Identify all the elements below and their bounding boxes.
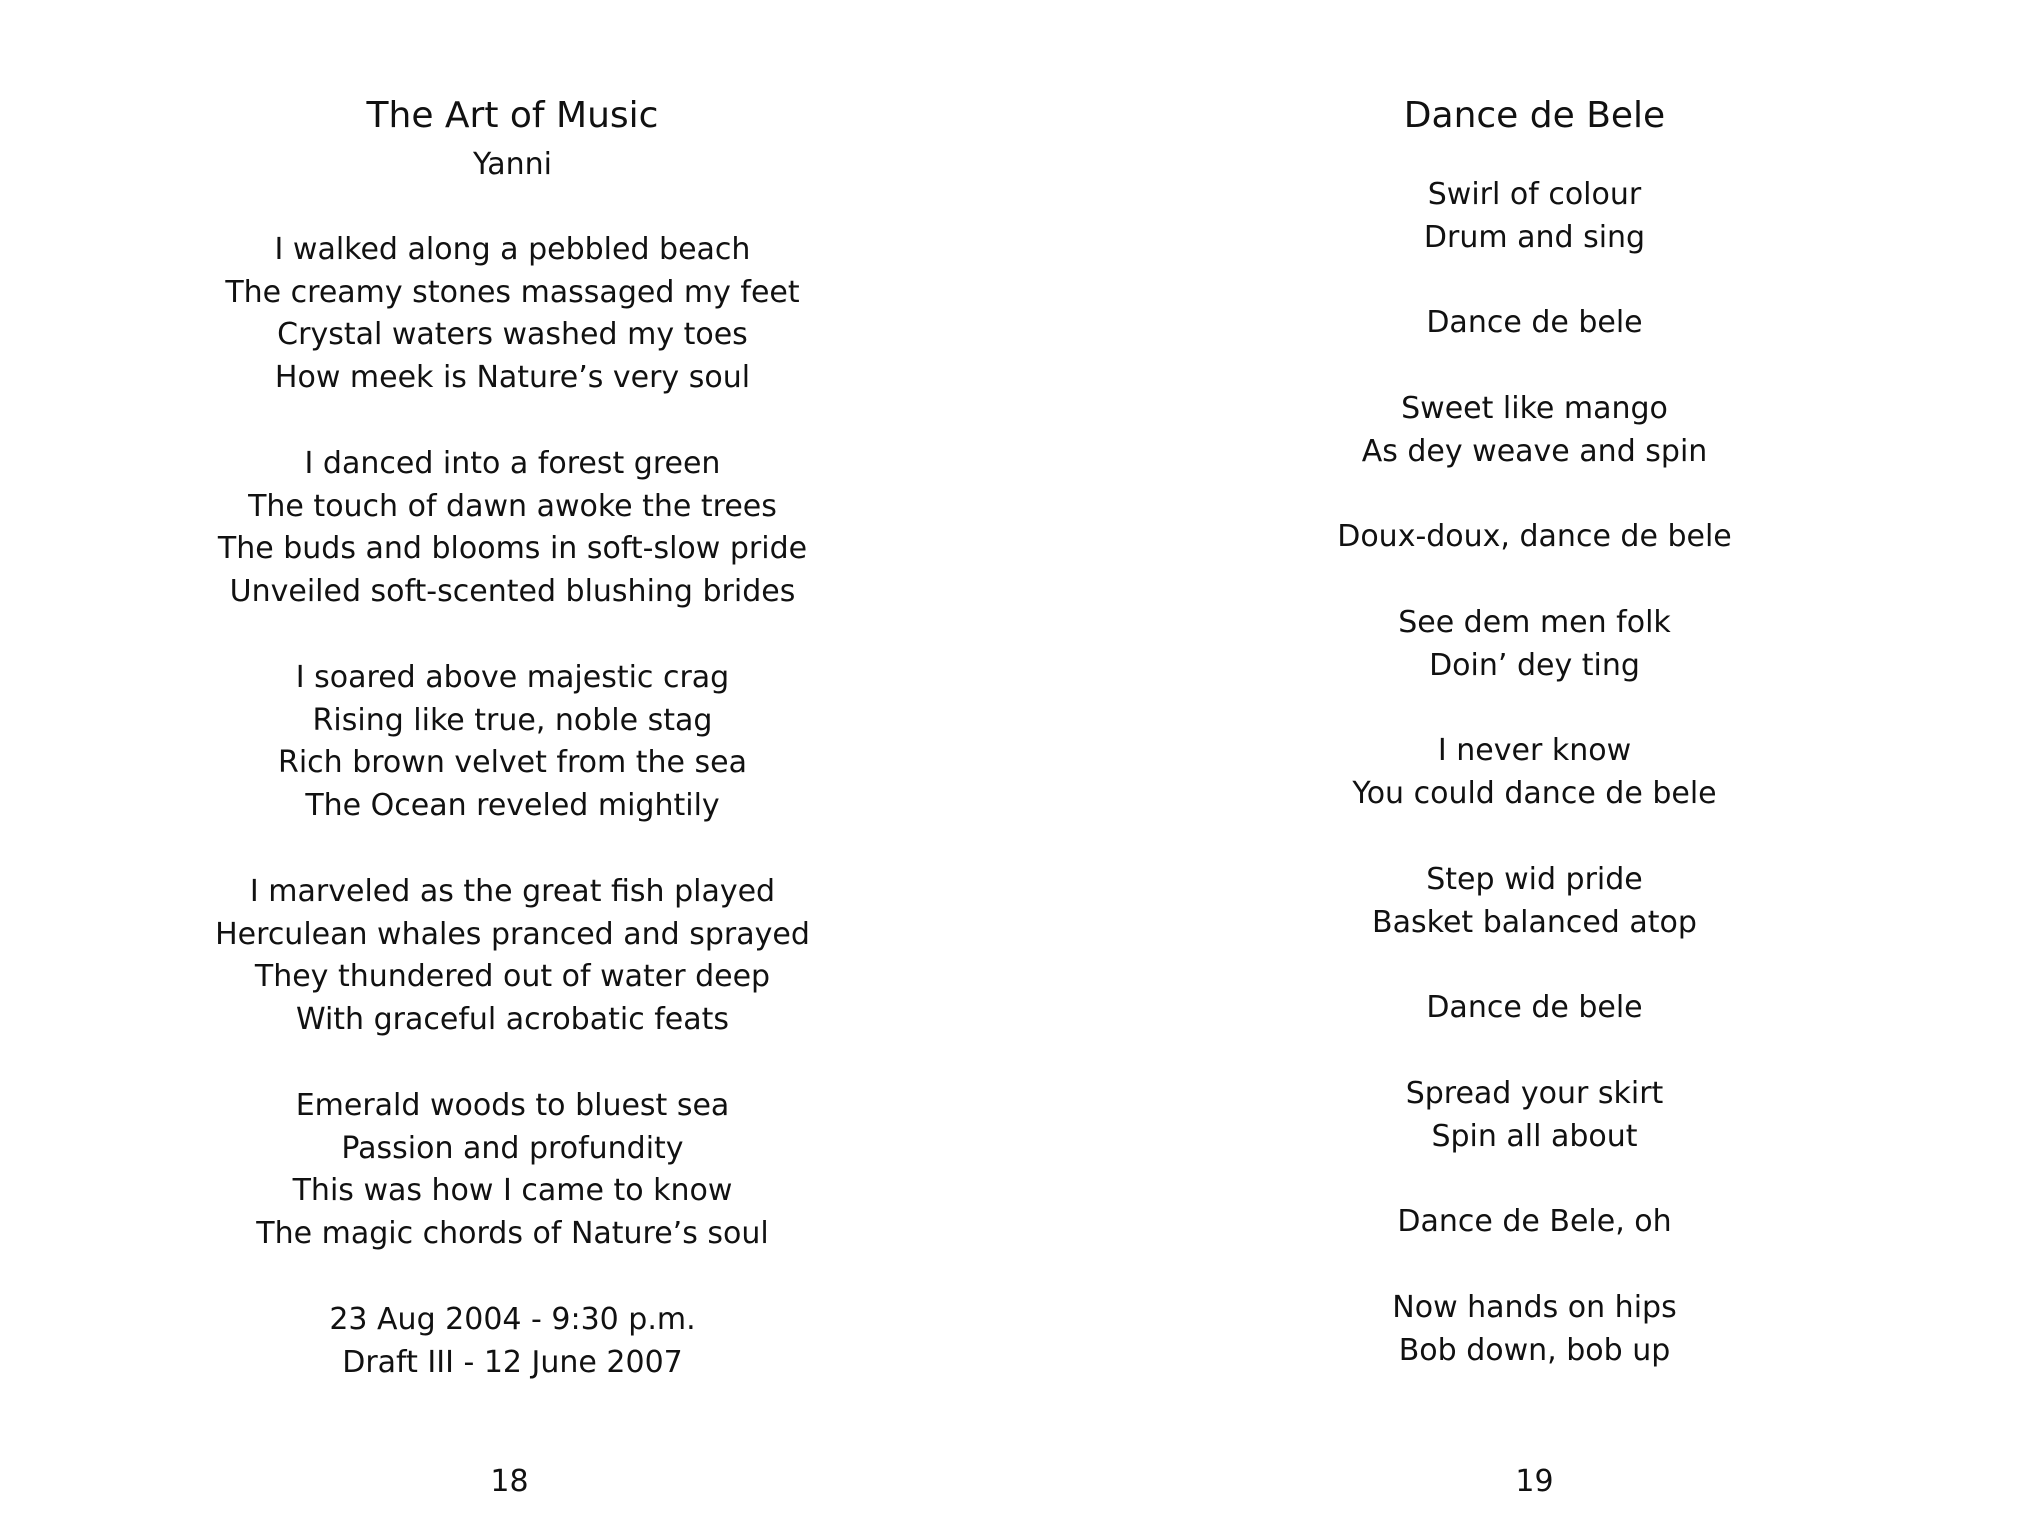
poem-line: Swirl of colour <box>1427 177 1642 212</box>
poem-line: They thundered out of water deep <box>254 959 771 995</box>
poem-line: Doux-doux, dance de bele <box>1337 519 1732 555</box>
poem-line: I never know <box>1437 733 1632 769</box>
stanza <box>6 229 1019 400</box>
stanza <box>6 871 1019 1042</box>
poem-line: Unveiled soft-scented blushing brides <box>229 574 796 610</box>
poem-line: With graceful acrobatic feats <box>295 1002 730 1038</box>
stanza <box>1028 1073 2026 1159</box>
stanza <box>1028 516 2026 559</box>
poem-line: The touch of dawn awoke the trees <box>248 488 777 524</box>
poem-line: Passion and profundity <box>341 1130 684 1166</box>
poem-line: Dance de bele <box>1426 990 1643 1026</box>
poem-line: How meek is Nature’s very soul <box>274 360 751 396</box>
poem-line: Sweet like mango <box>1401 390 1668 426</box>
poem-line: Dance de Bele, oh <box>1397 1204 1672 1240</box>
stanza <box>1028 388 2026 474</box>
poem-line: The creamy stones massaged my feet <box>225 274 800 310</box>
stanza <box>6 657 1019 828</box>
poem-line: As dey weave and spin <box>1361 433 1708 469</box>
stanza <box>1028 1201 2026 1244</box>
poem-line: See dem men folk <box>1398 604 1671 640</box>
stanza <box>1028 602 2026 688</box>
poem-line: Bob down, bob up <box>1398 1332 1671 1368</box>
stanza <box>6 1085 1019 1256</box>
poem-line: Drum and sing <box>1423 219 1646 255</box>
poem-line: Basket balanced atop <box>1372 904 1697 940</box>
poem-line: Dance de bele <box>1426 305 1643 341</box>
date-written: 23 Aug 2004 - 9:30 p.m. <box>329 1301 696 1337</box>
right-page <box>1013 0 2026 1518</box>
poem-line: I walked along a pebbled beach <box>274 231 751 267</box>
poem-line: This was how I came to know <box>292 1173 733 1209</box>
stanza <box>1028 987 2026 1030</box>
poem-line: Emerald woods to bluest sea <box>295 1087 730 1123</box>
poem-author: Yanni <box>473 147 552 182</box>
page-number: 18 <box>490 1464 529 1499</box>
poem-title: The Art of Music <box>366 95 659 136</box>
poem-line: I danced into a forest green <box>304 445 721 481</box>
poem-line: Spread your skirt <box>1405 1075 1664 1111</box>
poem-dates <box>6 1299 1019 1385</box>
stanza <box>1028 859 2026 945</box>
poem-line: Now hands on hips <box>1392 1289 1677 1325</box>
poem-title: Dance de Bele <box>1403 95 1666 136</box>
poem-line: The Ocean reveled mightily <box>305 788 720 824</box>
stanza <box>1028 302 2026 345</box>
poem-line: Crystal waters washed my toes <box>277 317 748 353</box>
stanza <box>1028 1287 2026 1373</box>
poem-line: Herculean whales pranced and sprayed <box>215 916 810 952</box>
poem-dance-de-bele <box>1028 88 2026 1372</box>
stanza <box>1028 174 2026 260</box>
poem-line: The magic chords of Nature’s soul <box>256 1216 769 1252</box>
poem-line: The buds and blooms in soft-slow pride <box>217 531 808 567</box>
poem-line: Step wid pride <box>1426 861 1643 897</box>
poem-line: Spin all about <box>1431 1118 1638 1154</box>
page-number: 19 <box>1515 1464 1554 1499</box>
poem-line: I marveled as the great fish played <box>249 873 776 909</box>
poem-line: Doin’ dey ting <box>1429 647 1640 683</box>
poem-line: I soared above majestic crag <box>295 659 730 695</box>
draft-date: Draft III - 12 June 2007 <box>342 1344 683 1380</box>
poem-line: You could dance de bele <box>1352 776 1717 812</box>
stanza <box>6 443 1019 614</box>
poem-art-of-music <box>6 88 1019 1384</box>
poem-line: Rising like true, noble stag <box>312 702 713 738</box>
stanza <box>1028 730 2026 816</box>
poem-line: Rich brown velvet from the sea <box>277 745 748 781</box>
